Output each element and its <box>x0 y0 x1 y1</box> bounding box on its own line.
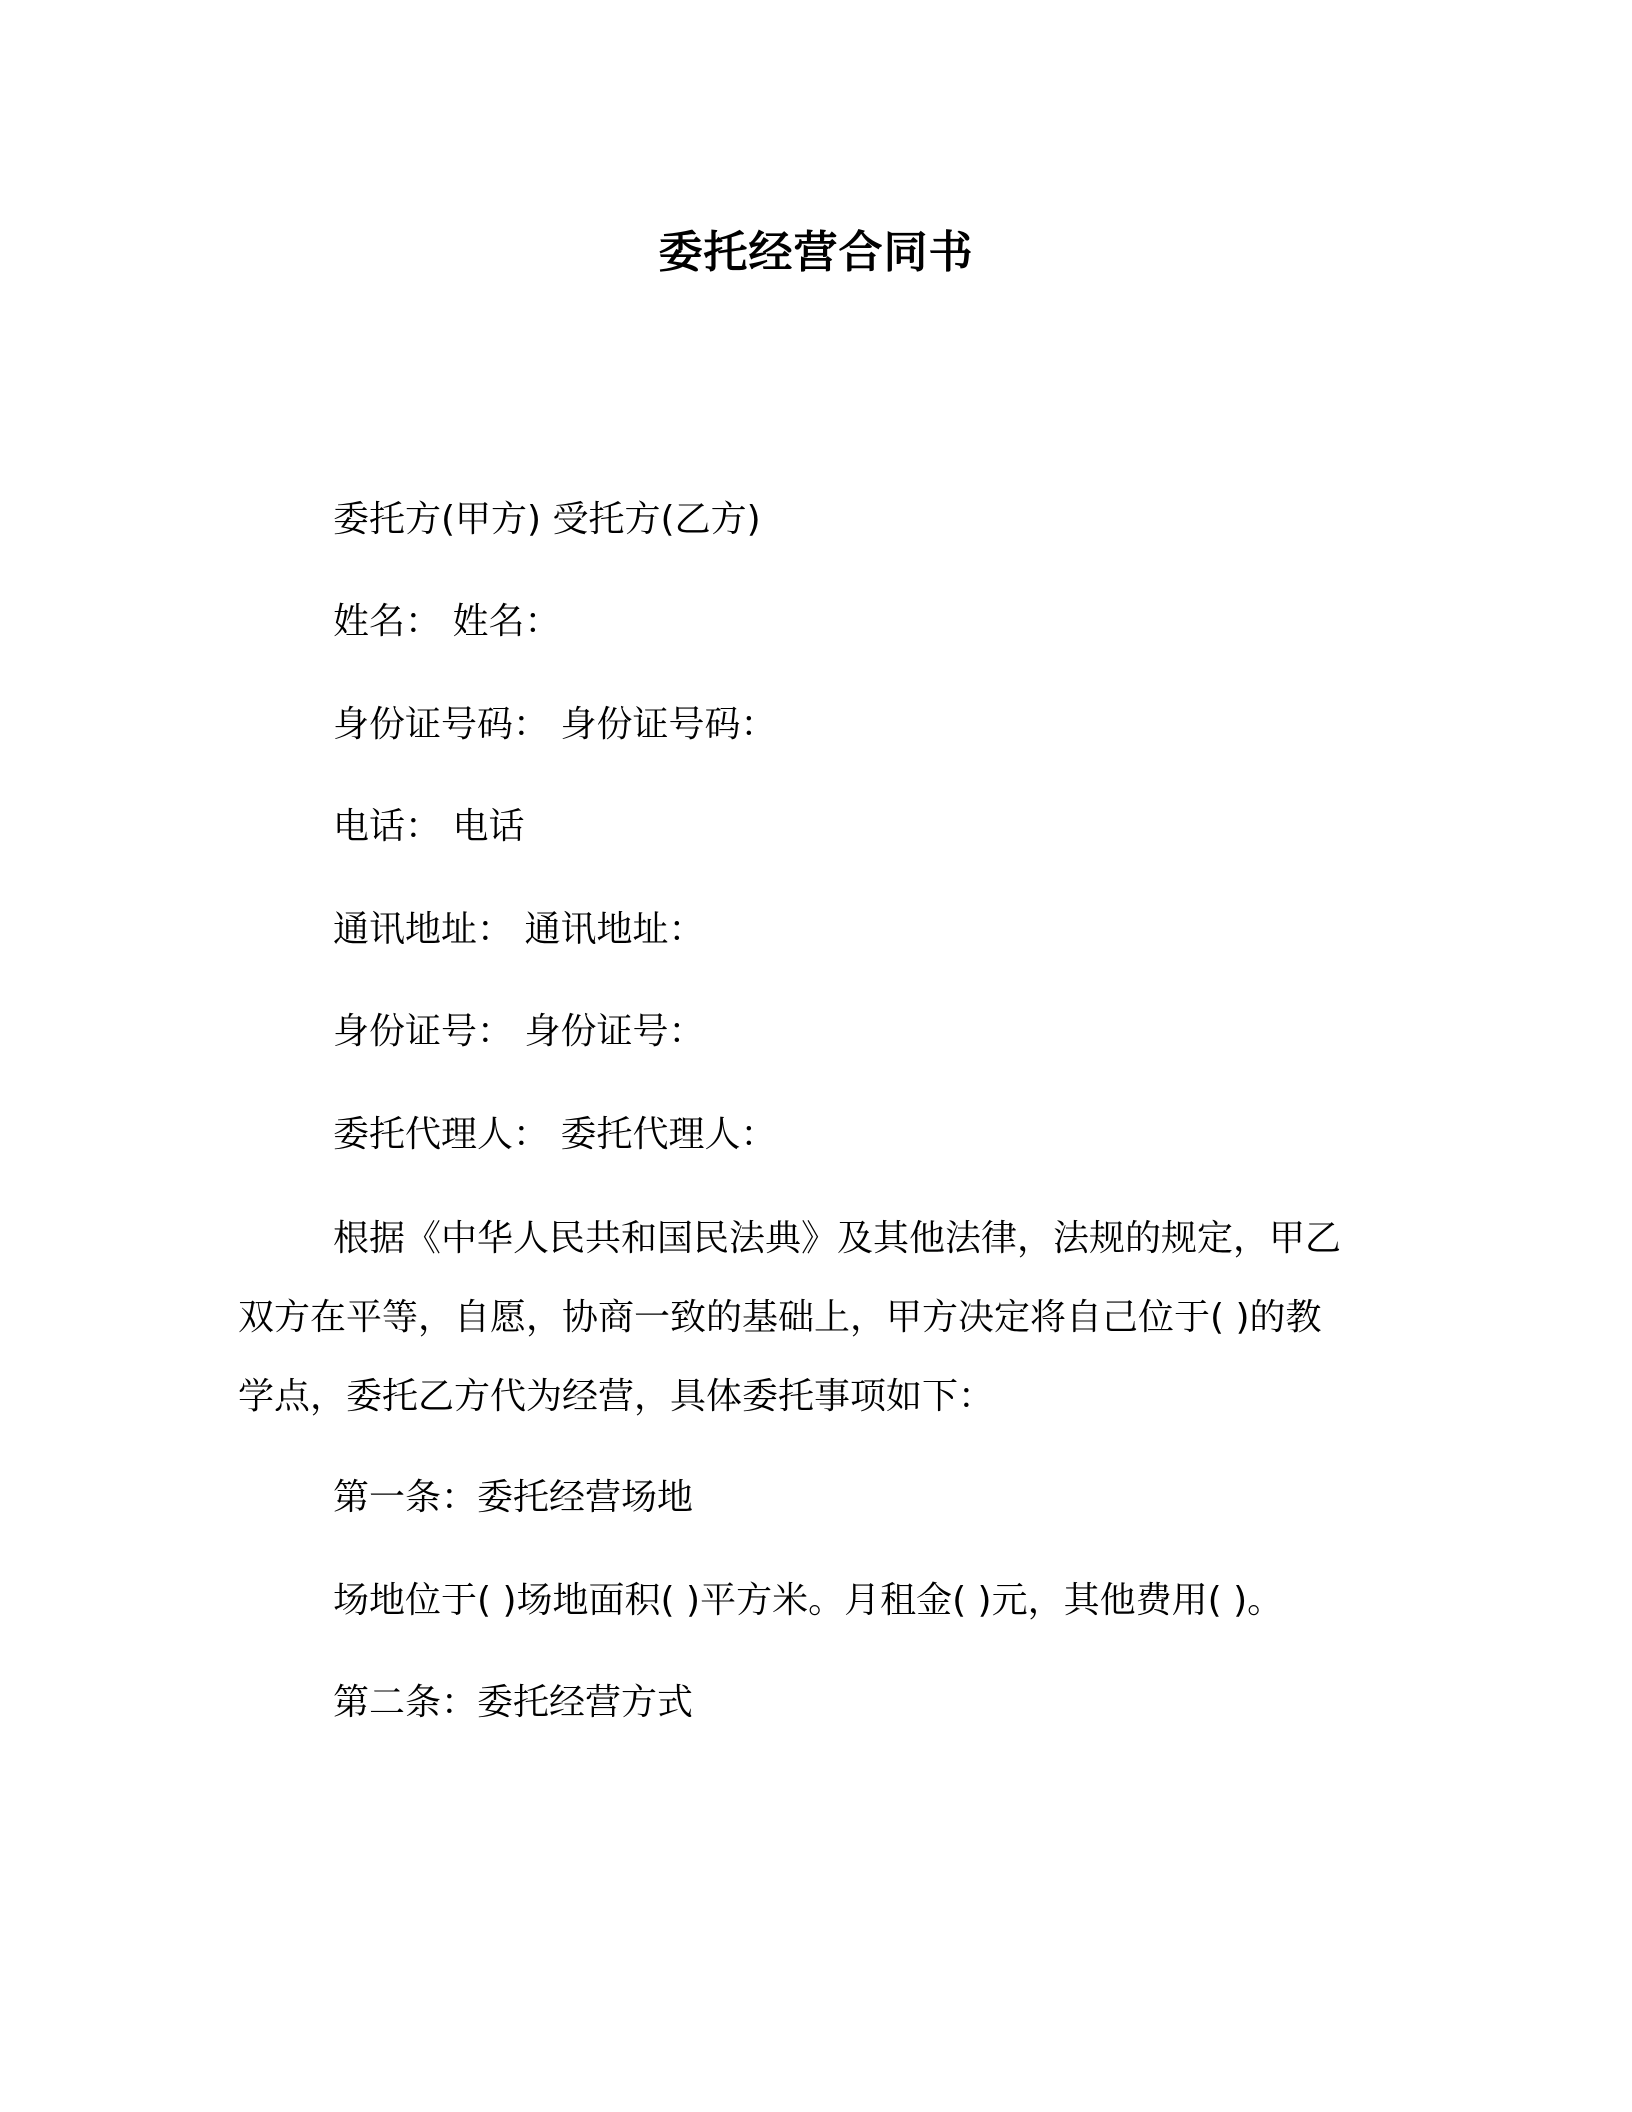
parties-line: 委托方(甲方) 受托方(乙方) <box>333 499 761 540</box>
article1-heading: 第一条：委托经营场地 <box>333 1477 694 1518</box>
name-line: 姓名： 姓名： <box>333 601 561 642</box>
agent-line: 委托代理人： 委托代理人： <box>333 1114 777 1155</box>
preamble-line: 学点，委托乙方代为经营，具体委托事项如下： <box>238 1376 995 1417</box>
address-line: 通讯地址： 通讯地址： <box>333 909 705 950</box>
id-number-line: 身份证号码： 身份证号码： <box>333 704 777 745</box>
article1-text: 场地位于( )场地面积( )平方米。月租金( )元，其他费用( )。 <box>333 1580 1284 1621</box>
preamble-line: 双方在平等，自愿，协商一致的基础上，甲方决定将自己位于( )的教 <box>238 1297 1322 1338</box>
document-title: 委托经营合同书 <box>658 227 974 278</box>
article2-heading: 第二条：委托经营方式 <box>333 1682 694 1723</box>
id-line: 身份证号： 身份证号： <box>333 1011 705 1052</box>
phone-line: 电话： 电话 <box>333 806 525 847</box>
preamble-line: 根据《中华人民共和国民法典》及其他法律，法规的规定，甲乙 <box>333 1218 1342 1259</box>
preamble-paragraph <box>238 1199 1378 1436</box>
